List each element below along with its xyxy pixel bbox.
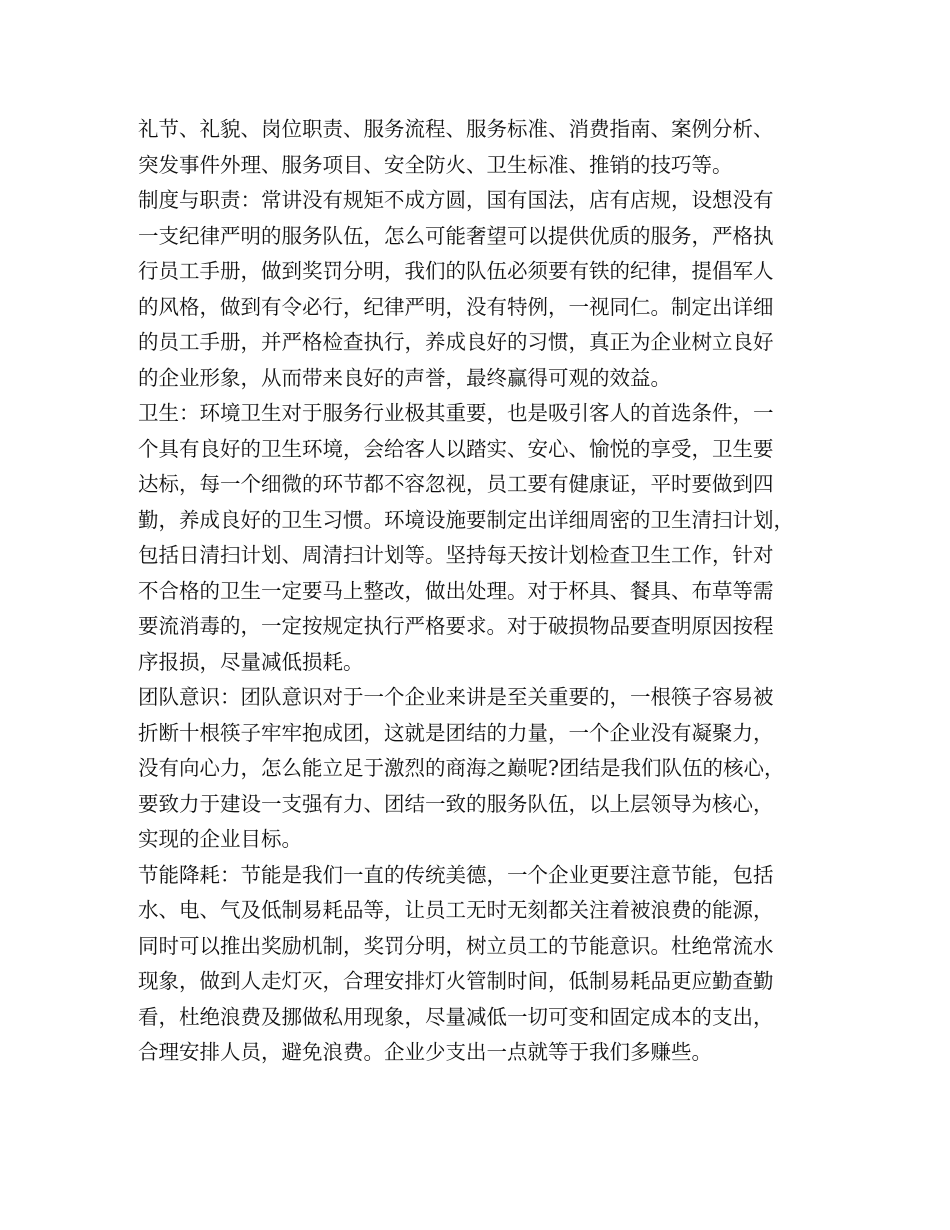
text-line: 制度与职责：常讲没有规矩不成方圆，国有国法，店有店规，设想没有 xyxy=(138,188,774,212)
text-line: 折断十根筷子牢牢抱成团，这就是团结的力量，一个企业没有凝聚力， xyxy=(138,720,774,745)
text-line: 包括日清扫计划、周清扫计划等。坚持每天按计划检查卫生工作，针对 xyxy=(138,543,774,567)
text-line: 现象，做到人走灯灭，合理安排灯火管制时间，低制易耗品更应勤查勤 xyxy=(138,969,774,993)
text-line: 节能降耗：节能是我们一直的传统美德，一个企业更要注意节能，包括 xyxy=(138,862,774,887)
text-line: 卫生：环境卫生对于服务行业极其重要，也是吸引客人的首选条件，一 xyxy=(138,401,774,425)
text-line: 不合格的卫生一定要马上整改，做出处理。对于杯具、餐具、布草等需 xyxy=(138,578,774,603)
text-line: 一支纪律严明的服务队伍，怎么可能奢望可以提供优质的服务，严格执 xyxy=(138,223,774,248)
text-line: 的员工手册，并严格检查执行，养成良好的习惯，真正为企业树立良好 xyxy=(138,330,774,354)
text-line: 要致力于建设一支强有力、团结一致的服务队伍，以上层领导为核心， xyxy=(138,791,774,816)
text-line: 要流消毒的，一定按规定执行严格要求。对于破损物品要查明原因按程 xyxy=(138,614,774,638)
text-line: 水、电、气及低制易耗品等，让员工无时无刻都关注着被浪费的能源， xyxy=(138,898,774,922)
text-line: 突发事件外理、服务项目、安全防火、卫生标准、推销的技巧等。 xyxy=(138,152,733,177)
text-line: 看，杜绝浪费及挪做私用现象，尽量减低一切可变和固定成本的支出， xyxy=(138,1004,774,1029)
text-line: 的风格，做到有令必行，纪律严明，没有特例，一视同仁。制定出详细 xyxy=(138,294,774,319)
text-line: 的企业形象，从而带来良好的声誉，最终赢得可观的效益。 xyxy=(138,365,671,390)
text-line: 礼节、礼貌、岗位职责、服务流程、服务标准、消费指南、案例分析、 xyxy=(138,117,774,141)
text-line: 勤，养成良好的卫生习惯。环境设施要制定出详细周密的卫生清扫计划， xyxy=(138,507,794,532)
text-line: 达标，每一个细微的环节都不容忽视，员工要有健康证，平时要做到四 xyxy=(138,472,774,496)
text-line: 没有向心力，怎么能立足于激烈的商海之巅呢?团结是我们队伍的核心， xyxy=(138,756,785,780)
text-line: 个具有良好的卫生环境，会给客人以踏实、安心、愉悦的享受，卫生要 xyxy=(138,436,774,461)
text-line: 同时可以推出奖励机制，奖罚分明，树立员工的节能意识。杜绝常流水 xyxy=(138,933,774,958)
text-line: 行员工手册，做到奖罚分明，我们的队伍必须要有铁的纪律，提倡军人 xyxy=(138,259,774,283)
text-line: 实现的企业目标。 xyxy=(138,827,302,851)
text-line: 团队意识：团队意识对于一个企业来讲是至关重要的，一根筷子容易被 xyxy=(138,685,774,709)
document-body xyxy=(138,112,828,1071)
text-line: 合理安排人员，避免浪费。企业少支出一点就等于我们多赚些。 xyxy=(138,1040,712,1064)
text-line: 序报损，尽量减低损耗。 xyxy=(138,649,364,674)
